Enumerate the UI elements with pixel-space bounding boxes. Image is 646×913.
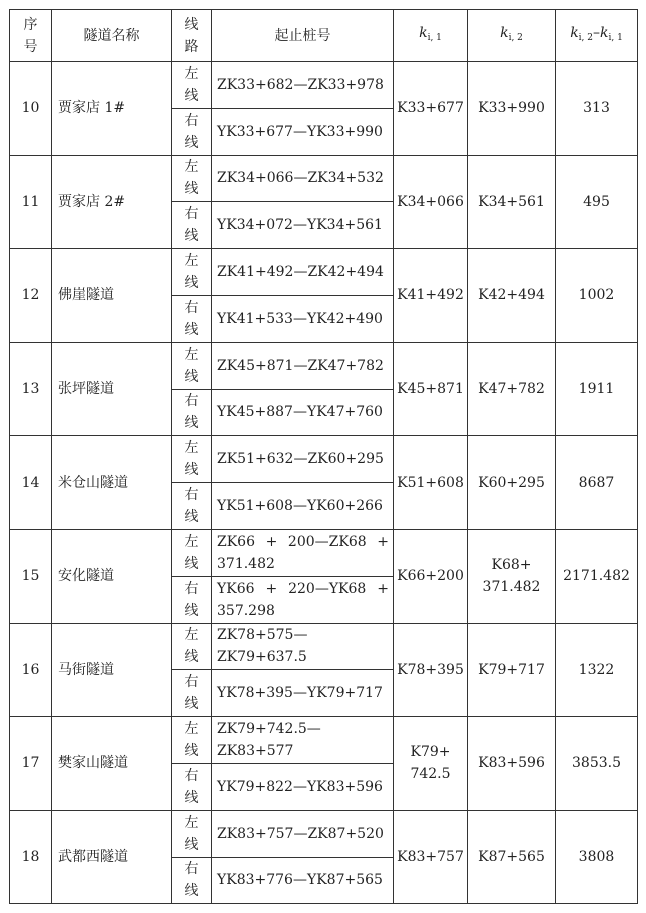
header-diff-sub1: i, 2 xyxy=(578,33,593,43)
ki1-text: K33+677 xyxy=(397,100,464,117)
tunnel-name: 樊家山隧道 xyxy=(52,717,172,811)
line-label-right-text: 右线 xyxy=(184,393,199,432)
row-index: 18 xyxy=(10,810,52,904)
range-right: YK41+533—YK42+490 xyxy=(212,295,394,342)
line-label-right xyxy=(172,295,212,342)
range-right: YK45+887—YK47+760 xyxy=(212,389,394,436)
line-label-left xyxy=(172,623,212,670)
ki1-value xyxy=(394,249,468,343)
table-row-left xyxy=(10,623,638,670)
ki2-value xyxy=(468,436,556,530)
range-left: ZK45+871—ZK47+782 xyxy=(212,342,394,389)
line-label-left-text: 左线 xyxy=(184,627,199,666)
diff-value: 1002 xyxy=(556,249,638,343)
range-left: ZK66 + 200—ZK68 + 371.482 xyxy=(212,529,394,576)
line-label-right-text: 右线 xyxy=(184,206,199,245)
line-label-left xyxy=(172,62,212,109)
ki1-value xyxy=(394,436,468,530)
table-row-left xyxy=(10,436,638,483)
tunnel-name: 安化隧道 xyxy=(52,529,172,623)
tunnel-name: 张坪隧道 xyxy=(52,342,172,436)
tunnel-name: 武都西隧道 xyxy=(52,810,172,904)
line-label-left xyxy=(172,529,212,576)
diff-value: 1322 xyxy=(556,623,638,717)
line-label-left xyxy=(172,342,212,389)
header-diff-k2: k xyxy=(600,25,609,41)
ki1-value xyxy=(394,342,468,436)
diff-value: 3853.5 xyxy=(556,717,638,811)
ki2-value xyxy=(468,249,556,343)
ki2-value xyxy=(468,717,556,811)
line-label-right xyxy=(172,670,212,717)
header-ki1 xyxy=(394,10,468,62)
header-row xyxy=(10,10,638,62)
row-index: 10 xyxy=(10,62,52,156)
diff-value: 3808 xyxy=(556,810,638,904)
range-left: ZK51+632—ZK60+295 xyxy=(212,436,394,483)
ki1-value xyxy=(394,810,468,904)
ki2-text: K42+494 xyxy=(478,287,545,304)
header-line xyxy=(172,10,212,62)
tunnel-name: 佛崖隧道 xyxy=(52,249,172,343)
ki2-value xyxy=(468,342,556,436)
header-index-text: 序号 xyxy=(23,16,38,55)
range-right: YK51+608—YK60+266 xyxy=(212,483,394,530)
ki1-text: K45+871 xyxy=(397,381,464,398)
diff-value: 313 xyxy=(556,62,638,156)
range-left: ZK83+757—ZK87+520 xyxy=(212,810,394,857)
table-row-left xyxy=(10,717,638,764)
table-row-left xyxy=(10,529,638,576)
line-label-left-text: 左线 xyxy=(184,159,199,198)
line-label-left xyxy=(172,249,212,296)
range-right: YK66 + 220—YK68 + 357.298 xyxy=(212,576,394,623)
table-row-left xyxy=(10,810,638,857)
diff-value: 2171.482 xyxy=(556,529,638,623)
line-label-right-text: 右线 xyxy=(184,112,199,151)
diff-value: 1911 xyxy=(556,342,638,436)
header-ki1-sub: i, 1 xyxy=(427,33,442,43)
line-label-left-text: 左线 xyxy=(184,814,199,853)
line-label-right-text: 右线 xyxy=(184,674,199,713)
range-right: YK78+395—YK79+717 xyxy=(212,670,394,717)
ki1-value xyxy=(394,62,468,156)
ki2-value xyxy=(468,62,556,156)
ki2-value xyxy=(468,623,556,717)
ki2-text: K34+561 xyxy=(478,193,545,210)
ki1-value xyxy=(394,623,468,717)
range-right: YK34+072—YK34+561 xyxy=(212,202,394,249)
ki2-text: K83+596 xyxy=(478,755,545,772)
line-label-right xyxy=(172,483,212,530)
range-left: ZK41+492—ZK42+494 xyxy=(212,249,394,296)
tunnel-name: 贾家店 2# xyxy=(52,155,172,249)
header-index xyxy=(10,10,52,62)
tunnel-name: 马街隧道 xyxy=(52,623,172,717)
ki2-text: K47+782 xyxy=(478,381,545,398)
line-label-right-text: 右线 xyxy=(184,299,199,338)
line-label-left-text: 左线 xyxy=(184,533,199,572)
ki1-text: K79+ 742.5 xyxy=(410,744,451,783)
ki2-text: K33+990 xyxy=(478,100,545,117)
line-label-right xyxy=(172,576,212,623)
ki2-text: K68+ 371.482 xyxy=(482,557,541,596)
range-right: YK79+822—YK83+596 xyxy=(212,763,394,810)
header-ki1-k: k xyxy=(419,25,428,41)
row-index: 11 xyxy=(10,155,52,249)
tunnel-name: 米仓山隧道 xyxy=(52,436,172,530)
range-right: YK83+776—YK87+565 xyxy=(212,857,394,904)
line-label-left xyxy=(172,810,212,857)
row-index: 17 xyxy=(10,717,52,811)
ki1-text: K66+200 xyxy=(397,568,464,585)
header-diff xyxy=(556,10,638,62)
table-row-left xyxy=(10,62,638,109)
line-label-left xyxy=(172,155,212,202)
ki1-text: K83+757 xyxy=(397,849,464,866)
range-right: YK33+677—YK33+990 xyxy=(212,108,394,155)
ki2-text: K60+295 xyxy=(478,474,545,491)
row-index: 12 xyxy=(10,249,52,343)
line-label-right-text: 右线 xyxy=(184,767,199,806)
ki1-text: K34+066 xyxy=(397,193,464,210)
header-line-text: 线路 xyxy=(184,16,199,55)
ki1-text: K51+608 xyxy=(397,474,464,491)
ki2-value xyxy=(468,155,556,249)
range-left: ZK34+066—ZK34+532 xyxy=(212,155,394,202)
range-left: ZK79+742.5—ZK83+577 xyxy=(212,717,394,764)
line-label-right-text: 右线 xyxy=(184,580,199,619)
header-name: 隧道名称 xyxy=(52,10,172,62)
table-row-left xyxy=(10,249,638,296)
row-index: 14 xyxy=(10,436,52,530)
line-label-right xyxy=(172,202,212,249)
row-index: 13 xyxy=(10,342,52,436)
line-label-left-text: 左线 xyxy=(184,721,199,760)
line-label-right-text: 右线 xyxy=(184,861,199,900)
ki2-value xyxy=(468,529,556,623)
diff-value: 8687 xyxy=(556,436,638,530)
line-label-left xyxy=(172,717,212,764)
header-ki2-k: k xyxy=(500,25,509,41)
diff-value: 495 xyxy=(556,155,638,249)
ki2-text: K87+565 xyxy=(478,849,545,866)
line-label-left-text: 左线 xyxy=(184,440,199,479)
line-label-left-text: 左线 xyxy=(184,346,199,385)
ki2-value xyxy=(468,810,556,904)
ki1-text: K78+395 xyxy=(397,661,464,678)
line-label-right xyxy=(172,108,212,155)
line-label-left-text: 左线 xyxy=(184,253,199,292)
table-row-left xyxy=(10,342,638,389)
header-diff-sub2: i, 1 xyxy=(608,33,623,43)
line-label-left-text: 左线 xyxy=(184,65,199,104)
range-left: ZK33+682—ZK33+978 xyxy=(212,62,394,109)
line-label-right xyxy=(172,857,212,904)
ki1-text: K41+492 xyxy=(397,287,464,304)
table-row-left xyxy=(10,155,638,202)
header-ki2-sub: i, 2 xyxy=(508,33,523,43)
header-ki2 xyxy=(468,10,556,62)
line-label-right-text: 右线 xyxy=(184,487,199,526)
row-index: 15 xyxy=(10,529,52,623)
ki1-value xyxy=(394,155,468,249)
line-label-right xyxy=(172,763,212,810)
ki1-value xyxy=(394,529,468,623)
tunnel-name: 贾家店 1# xyxy=(52,62,172,156)
ki1-value xyxy=(394,717,468,811)
table-body xyxy=(10,62,638,904)
header-diff-minus: – xyxy=(593,25,600,41)
header-range: 起止桩号 xyxy=(212,10,394,62)
ki2-text: K79+717 xyxy=(478,661,545,678)
range-left: ZK78+575—ZK79+637.5 xyxy=(212,623,394,670)
header-diff-k1: k xyxy=(570,25,579,41)
tunnel-table xyxy=(9,9,638,904)
row-index: 16 xyxy=(10,623,52,717)
line-label-left xyxy=(172,436,212,483)
line-label-right xyxy=(172,389,212,436)
